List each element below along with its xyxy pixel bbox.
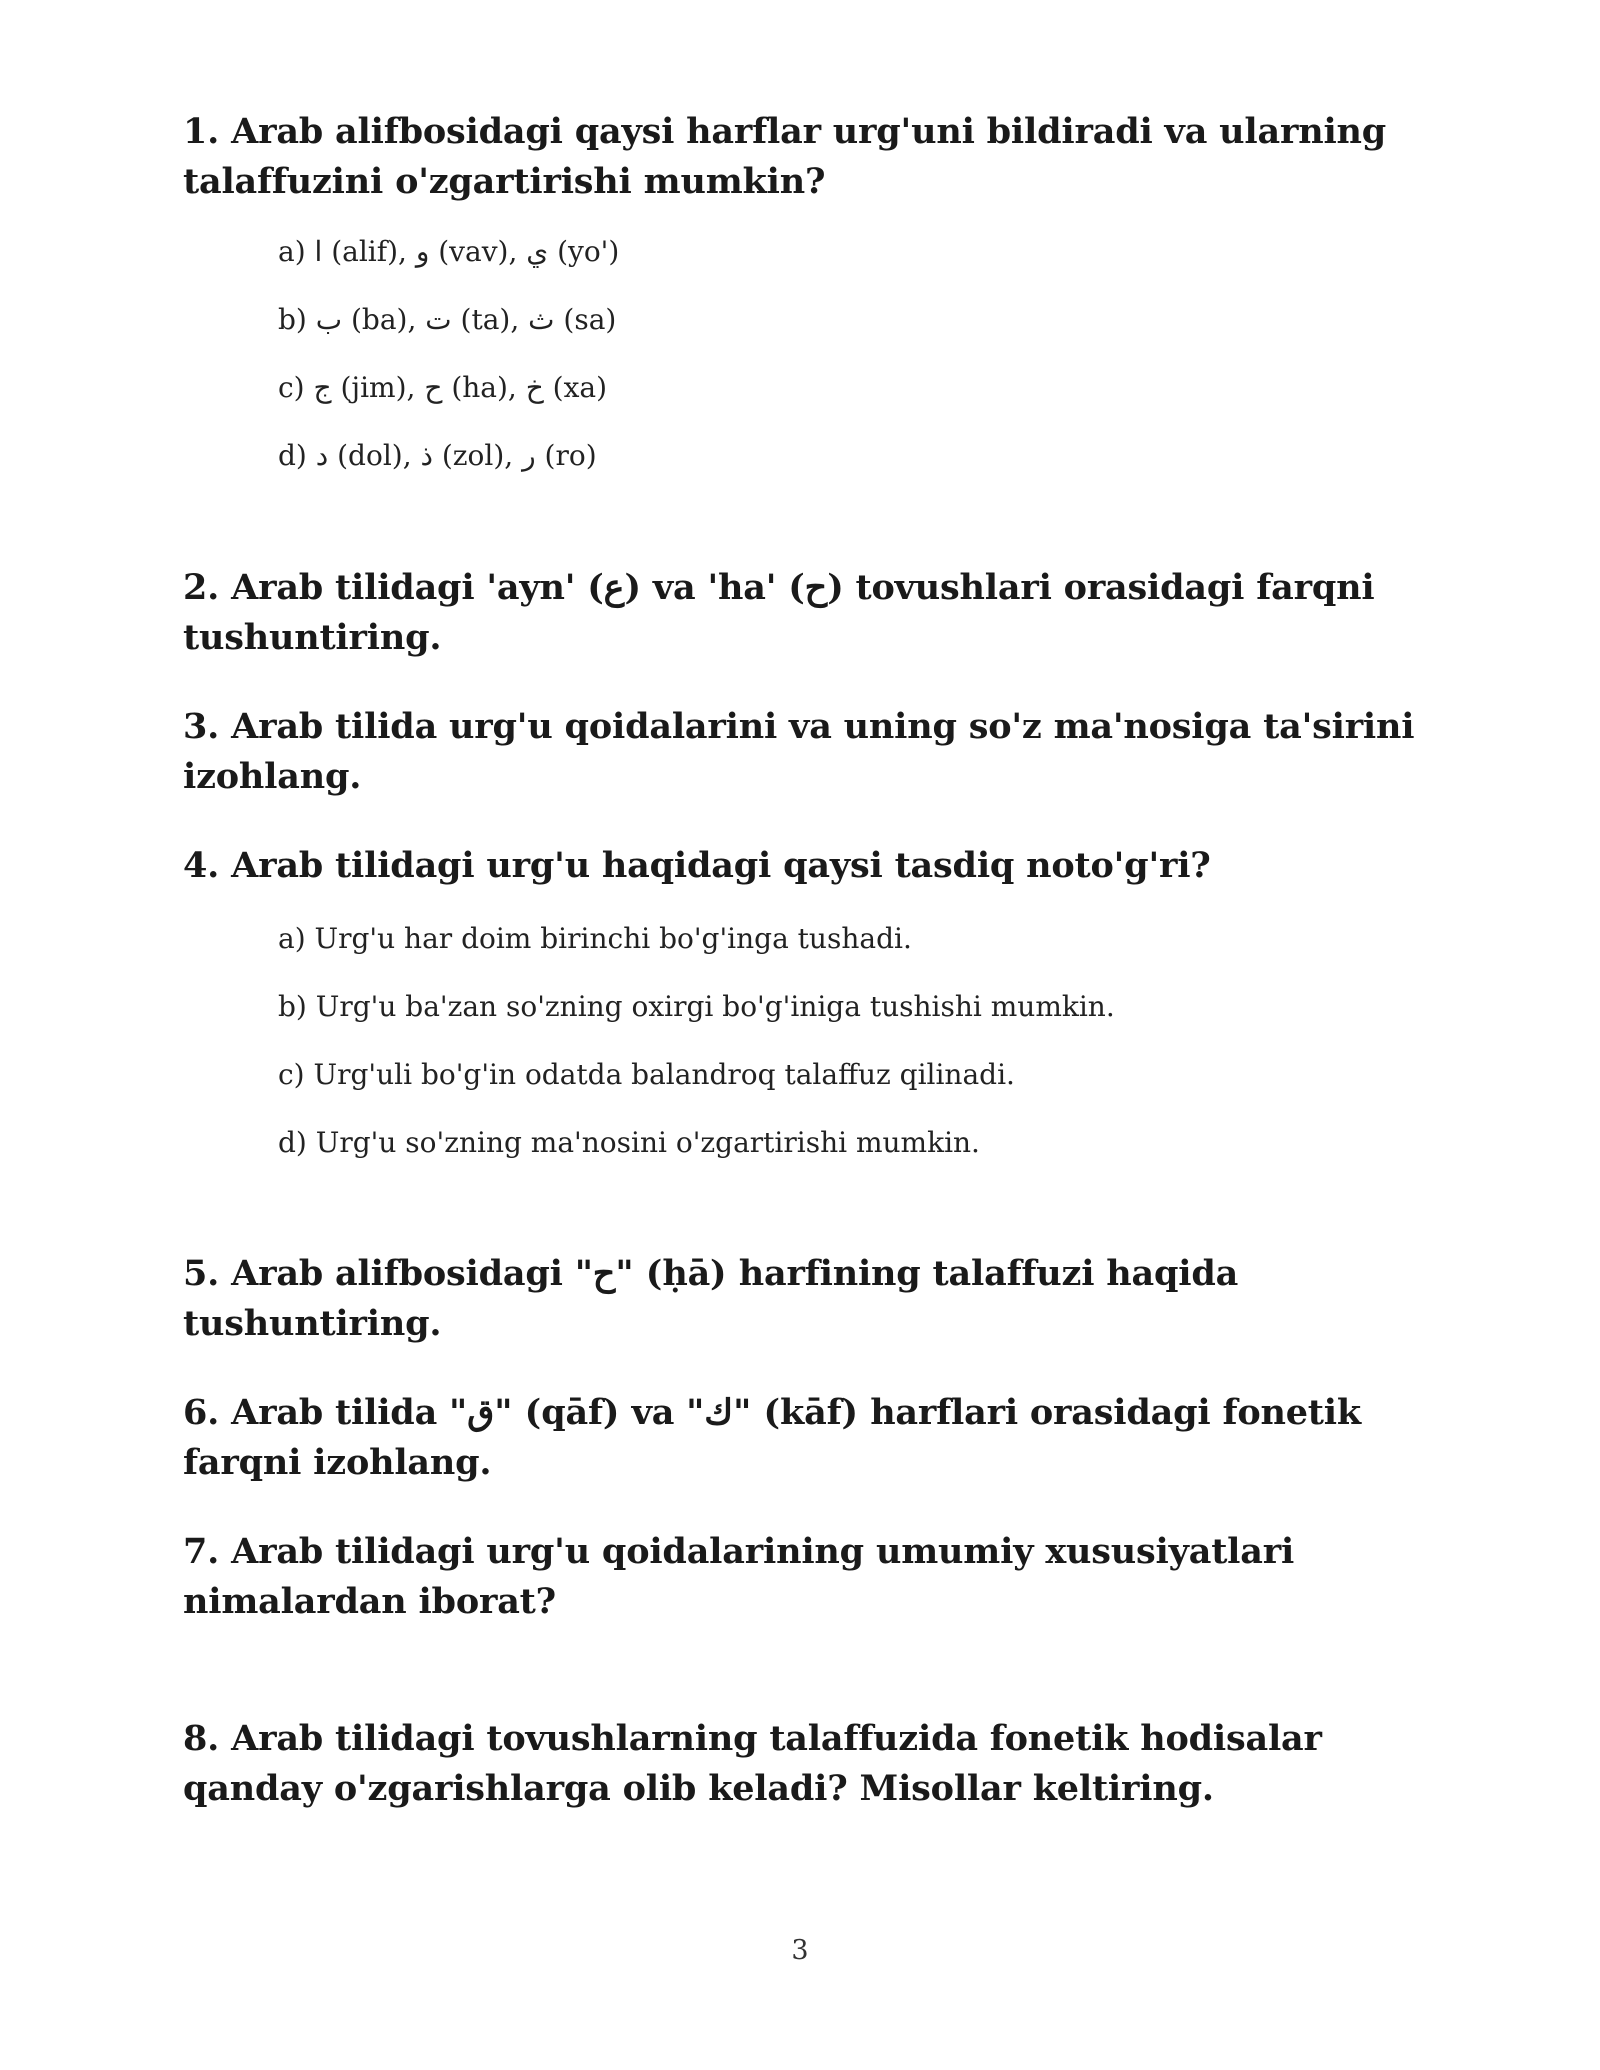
question-7: 7. Arab tilidagi urg'u qoidalarining umumiy xususiyatlari nimalardan iborat?: [183, 1531, 1295, 1622]
question-6: 6. Arab tilida "ق" (qāf) va "ك" (kāf) harflari orasidagi fonetik farqni izohlang.: [183, 1392, 1361, 1483]
question-2: 2. Arab tilidagi 'ayn' (ع) va 'ha' (ح) tovushlari orasidagi farqni tushuntiring.: [183, 567, 1375, 658]
option-d: d) د (dol), ذ (zol), ر (ro): [278, 439, 597, 472]
option-d: d) Urg'u so'zning ma'nosini o'zgartirishi mumkin.: [278, 1126, 980, 1159]
option-a: a) Urg'u har doim birinchi bo'g'inga tushadi.: [278, 922, 912, 955]
question-4-options: [278, 919, 1378, 1191]
option-a: a) ا (alif), و (vav), ي (yo'): [278, 235, 620, 268]
question-4: 4. Arab tilidagi urg'u haqidagi qaysi tasdiq noto'g'ri?: [183, 845, 1211, 886]
option-c: c) Urg'uli bo'g'in odatda balandroq talaffuz qilinadi.: [278, 1058, 1015, 1091]
page-number: 3: [791, 1935, 809, 1966]
question-1: 1. Arab alifbosidagi qaysi harflar urg'uni bildiradi va ularning talaffuzini o'zgartirishi mumkin?: [183, 111, 1387, 202]
question-3: 3. Arab tilida urg'u qoidalarini va uning so'z ma'nosiga ta'sirini izohlang.: [183, 706, 1415, 797]
option-b: b) ب (ba), ت (ta), ث (sa): [278, 303, 617, 336]
question-1-options: [278, 232, 1378, 504]
question-8: 8. Arab tilidagi tovushlarning talaffuzida fonetik hodisalar qanday o'zgarishlarga olib keladi? Misollar keltiring.: [183, 1718, 1322, 1809]
option-b: b) Urg'u ba'zan so'zning oxirgi bo'g'iniga tushishi mumkin.: [278, 990, 1115, 1023]
option-c: c) ج (jim), ح (ha), خ (xa): [278, 371, 608, 404]
question-5: 5. Arab alifbosidagi "ح" (ḥā) harfining talaffuzi haqida tushuntiring.: [183, 1253, 1239, 1344]
